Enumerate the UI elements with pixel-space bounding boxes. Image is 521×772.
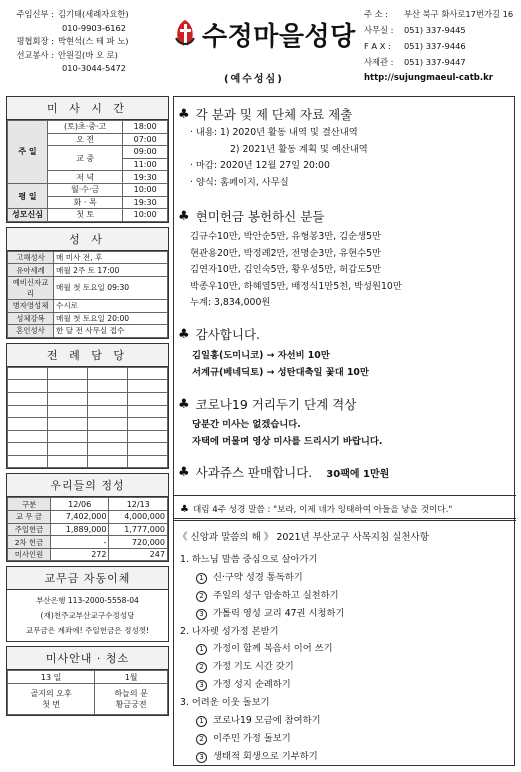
table-row	[8, 405, 168, 418]
guideline-text: 주일의 성구 암송하고 실천하기	[213, 589, 339, 601]
sacraments-table	[7, 251, 168, 338]
contact-key: 사무실 :	[364, 25, 394, 35]
mass-time: 11:00	[123, 158, 168, 171]
table-row	[8, 511, 168, 524]
mass-group: 주 일	[8, 121, 48, 184]
guideline-sub: 3 생태적 회생으로 기부하기	[174, 748, 516, 766]
mass-time: 07:00	[123, 133, 168, 146]
table-row	[8, 251, 168, 264]
left-column	[6, 96, 169, 720]
table-cell	[48, 418, 88, 431]
guideline-title: 1. 하느님 말씀 중심으로 살아가기	[180, 554, 318, 565]
notice-title: 코로나19 거리두기 단계 격상	[195, 397, 357, 412]
staff-list	[6, 8, 156, 76]
table-cell	[128, 443, 168, 456]
guideline-text: 코로나19 모금에 참여하기	[213, 714, 321, 726]
sacrament-time: 수시로	[54, 299, 168, 312]
table-cell	[8, 418, 48, 431]
mass-day: 첫 토	[48, 209, 123, 222]
table-cell	[88, 380, 128, 393]
table-cell	[128, 430, 168, 443]
guideline-sub: 1 신·구약 성경 통독하기	[174, 569, 516, 587]
mass-day: 화 · 목	[48, 196, 123, 209]
website-link[interactable]: http://sujungmaeul-catb.kr	[364, 73, 493, 83]
notice-line: 박종우10만, 하혜열5만, 배정식1만5천, 박성원10만	[190, 280, 402, 292]
notice-title: 현미헌금 봉헌하신 분들	[195, 209, 325, 224]
sacrament-name: 예비신자교리	[8, 276, 54, 299]
guideline-sub: 3 가톨릭 영성 교리 47권 시청하기	[174, 605, 516, 623]
table-cell	[8, 380, 48, 393]
table-row	[8, 183, 168, 196]
contact-key: 사제관 :	[364, 57, 394, 67]
guideline-sub: 1 코로나19 모금에 참여하기	[174, 712, 516, 730]
guideline-text: 가정 성지 순례하기	[213, 679, 291, 691]
table-cell	[128, 367, 168, 380]
contact-value: 051) 337-9446	[404, 41, 466, 51]
table-cell	[48, 380, 88, 393]
sacrament-time: 매월 첫 토요일 09:30	[54, 276, 168, 299]
notice-title: 감사합니다.	[195, 327, 261, 342]
contact-key: 주 소 :	[364, 9, 389, 19]
mass-day: (토)초·중·고	[48, 121, 123, 134]
guideline-text: 생태적 회생으로 기부하기	[213, 750, 318, 762]
guideline-text: 가정이 함께 복음서 이어 쓰기	[213, 643, 333, 655]
mass-time: 18:00	[123, 121, 168, 134]
table-row	[8, 523, 168, 536]
sacrament-name: 성체강복	[8, 312, 54, 325]
staff-phone: 010-9903-6162	[62, 22, 127, 33]
staff-name: 박현석(스 테 파 노)	[58, 36, 129, 47]
table-row	[8, 443, 168, 456]
sacrament-time: 한 달 전 사무실 접수	[54, 325, 168, 338]
notices-column	[173, 96, 515, 766]
table-row	[8, 498, 168, 511]
guideline-sub: 3 가정 성지 순례하기	[174, 676, 516, 694]
notice-line: 김규수10만, 박안순5만, 유형봉3만, 김순생5만	[190, 231, 381, 242]
table-row	[8, 684, 168, 700]
service-box	[6, 646, 169, 716]
mass-time: 19:30	[123, 196, 168, 209]
church-title: 수정마을성당	[202, 22, 356, 52]
table-cell	[128, 392, 168, 405]
mass-group: 성모신심	[8, 209, 48, 222]
service-heading: 미사안내 · 청소	[7, 647, 168, 670]
header	[6, 4, 515, 90]
guideline-text: 가톨릭 영성 교리 47권 시청하기	[213, 607, 345, 619]
table-cell	[88, 430, 128, 443]
sacrament-time: 매 미사 전, 후	[54, 251, 168, 264]
table-row	[8, 430, 168, 443]
finance-item: 미사인원	[8, 548, 51, 561]
table-row	[8, 455, 168, 468]
contact-value: 051) 337-9445	[404, 25, 466, 35]
table-cell	[48, 455, 88, 468]
service-col: 1월	[95, 671, 168, 684]
finance-col: 12/06	[50, 498, 109, 511]
mass-time: 10:00	[123, 209, 168, 222]
notice-title: 각 분과 및 제 단체 자료 제출	[195, 107, 353, 122]
liturgy-heading: 전 례 담 당	[7, 344, 168, 367]
table-cell	[88, 392, 128, 405]
sacrament-name: 고해성사	[8, 251, 54, 264]
club-icon: ♣	[178, 464, 190, 480]
finance-col: 구분	[8, 498, 51, 511]
finance-value: 7,402,000	[50, 511, 109, 524]
auto-transfer-box	[6, 566, 169, 642]
pastoral-guidelines	[174, 521, 516, 766]
table-row	[8, 299, 168, 312]
notice-line: 자택에 머물며 영상 미사를 드리시기 바랍니다.	[192, 436, 383, 447]
sacrament-name: 유아세례	[8, 264, 54, 277]
account-holder: (재)천주교부산교구수정성당	[40, 611, 135, 621]
finance-item: 교 무 금	[8, 511, 51, 524]
mass-day: 저 녁	[48, 171, 123, 184]
finance-value: 1,889,000	[50, 523, 109, 536]
table-row	[8, 209, 168, 222]
finance-item: 2차 헌금	[8, 536, 51, 549]
table-cell	[88, 367, 128, 380]
service-table	[7, 670, 168, 715]
guideline-text: 이주민 가정 돌보기	[213, 732, 291, 744]
table-cell	[128, 405, 168, 418]
notice-line: 2) 2021년 활동 계획 및 예산내역	[230, 143, 368, 155]
sacrament-time: 매월 2주 토 17:00	[54, 264, 168, 277]
table-row	[8, 418, 168, 431]
club-icon: ♣	[178, 208, 190, 224]
notice-item	[174, 395, 516, 450]
guideline-title: 3. 어려운 이웃 돌보기	[180, 697, 270, 709]
table-row	[8, 699, 168, 715]
notice-item	[174, 463, 516, 481]
table-cell	[88, 405, 128, 418]
notice-line: 누계: 3,834,000원	[190, 297, 271, 309]
staff-phone: 010-3044-5472	[62, 63, 127, 74]
mass-times-box	[6, 96, 169, 223]
table-row	[8, 325, 168, 338]
guideline-text: 가정 기도 시간 갖기	[213, 661, 294, 673]
finance-col: 12/13	[109, 498, 168, 511]
finance-value: 720,000	[109, 536, 168, 549]
mass-group: 평 일	[8, 183, 48, 208]
table-cell	[128, 455, 168, 468]
guideline-title: 2. 나자렛 성가정 본받기	[180, 625, 279, 637]
service-cell: 첫 번	[8, 699, 95, 715]
table-cell	[128, 418, 168, 431]
club-icon: ♣	[180, 503, 189, 515]
table-row	[8, 312, 168, 325]
finance-value: -	[50, 536, 109, 549]
sacrament-name: 혼인성사	[8, 325, 54, 338]
notice-line: · 마감: 2020년 12월 27일 20:00	[190, 160, 330, 172]
service-cell: 골지의 오후	[8, 684, 95, 700]
transfer-heading: 교무금 자동이체	[7, 567, 168, 590]
notice-line: 현관용20만, 박정례2만, 전명순3만, 유현수5만	[190, 247, 381, 259]
finance-value: 247	[109, 548, 168, 561]
finance-value: 1,777,000	[109, 523, 168, 536]
mass-day: 월·수·금	[48, 183, 123, 196]
notice-item	[174, 105, 516, 191]
transfer-lines	[7, 590, 168, 641]
divider	[174, 495, 516, 496]
table-row	[8, 536, 168, 549]
liturgy-box	[6, 343, 169, 470]
bank-account: 부산은행 113-2000-5558-04	[36, 596, 139, 606]
staff-name: 김기태(세례자요한)	[58, 9, 129, 19]
contact-key: F A X :	[364, 41, 391, 51]
table-row	[8, 392, 168, 405]
guideline-sub: 2 이주민 가정 돌보기	[174, 730, 516, 748]
liturgy-table	[7, 367, 168, 469]
table-cell	[128, 380, 168, 393]
table-cell	[88, 443, 128, 456]
guideline-sub: 2 주일의 성구 암송하고 실천하기	[174, 587, 516, 605]
mass-day: 교 중	[48, 146, 123, 171]
notice-price: 30팩에 1만원	[326, 468, 390, 480]
notice-line: 김일홍(도미니코) → 자선비 10만	[192, 350, 330, 361]
sacrament-name: 병자영성체	[8, 299, 54, 312]
staff-role: 평협회장 :	[16, 36, 54, 47]
sacrament-time: 매월 첫 토요일 20:00	[54, 312, 168, 325]
guideline-sub: 1 가정이 함께 복음서 이어 쓰기	[174, 640, 516, 658]
table-row	[8, 276, 168, 299]
table-row	[8, 671, 168, 684]
table-cell	[8, 430, 48, 443]
notice-line: 당분간 미사는 없겠습니다.	[192, 419, 301, 430]
club-icon: ♣	[178, 326, 190, 342]
table-cell	[8, 367, 48, 380]
mass-time: 19:30	[123, 171, 168, 184]
table-cell	[8, 405, 48, 418]
notice-line: · 내용: 1) 2020년 활동 내역 및 결산내역	[190, 127, 358, 138]
table-row	[8, 380, 168, 393]
table-cell	[48, 367, 88, 380]
service-col: 13 일	[8, 671, 95, 684]
notice-line: · 양식: 홈페이지, 사무실	[190, 176, 289, 188]
guideline-sub: 2 가정 기도 시간 갖기	[174, 658, 516, 676]
table-row	[8, 264, 168, 277]
notice-line: 서계규(베네딕토) → 성탄대축일 꽃대 10만	[192, 367, 369, 378]
mass-day: 오 전	[48, 133, 123, 146]
table-cell	[88, 455, 128, 468]
service-cell: 하늘의 문	[95, 684, 168, 700]
finance-value: 272	[50, 548, 109, 561]
finance-table	[7, 497, 168, 561]
mass-table	[7, 120, 168, 222]
service-cell: 황금궁전	[95, 699, 168, 715]
table-cell	[88, 418, 128, 431]
staff-name: 안원길(바 오 로)	[58, 49, 118, 60]
contact-value: 부산 북구 화사로17번가길 16	[404, 9, 514, 19]
table-cell	[48, 392, 88, 405]
staff-role: 주임신부 :	[16, 9, 54, 19]
notice-line: 김연자10만, 김인숙5만, 황우성5만, 허갑도5만	[190, 264, 381, 276]
table-row	[8, 367, 168, 380]
finance-box	[6, 473, 169, 562]
table-row	[8, 548, 168, 561]
staff-role: 선교봉사 :	[16, 49, 54, 60]
guidelines-heading: 《 신앙과 말씀의 해 》 2021년 부산교구 사목지침 실천사항	[178, 532, 429, 543]
sacraments-heading: 성 사	[7, 228, 168, 251]
table-cell	[48, 405, 88, 418]
notice-title: 사과쥬스 판매합니다.	[195, 465, 313, 480]
finance-heading: 우리들의 정성	[7, 474, 168, 497]
guideline-text: 신·구약 성경 통독하기	[213, 571, 303, 583]
contact-info	[364, 6, 516, 86]
table-cell	[48, 430, 88, 443]
transfer-note: 교무금은 계좌에! 주일헌금은 정성껏!	[25, 626, 150, 636]
church-motto: (예수성심)	[224, 74, 284, 85]
contact-value: 051) 337-9447	[404, 57, 466, 67]
quote-text: 대림 4주 성경 말씀 : "보라, 이제 네가 잉태하여 아들을 낳을 것이다."	[192, 505, 453, 515]
notice-item	[174, 207, 516, 312]
table-cell	[8, 392, 48, 405]
mass-heading: 미 사 시 간	[7, 97, 168, 120]
finance-item: 주일헌금	[8, 523, 51, 536]
church-logo-icon	[174, 18, 196, 48]
club-icon: ♣	[178, 106, 190, 122]
finance-value: 4,000,000	[109, 511, 168, 524]
mass-time: 10:00	[123, 183, 168, 196]
table-cell	[8, 443, 48, 456]
notice-item	[174, 325, 516, 381]
club-icon: ♣	[178, 396, 190, 412]
table-cell	[8, 455, 48, 468]
sacraments-box	[6, 227, 169, 339]
mass-time: 09:00	[123, 146, 168, 159]
table-row	[8, 121, 168, 134]
table-cell	[48, 443, 88, 456]
